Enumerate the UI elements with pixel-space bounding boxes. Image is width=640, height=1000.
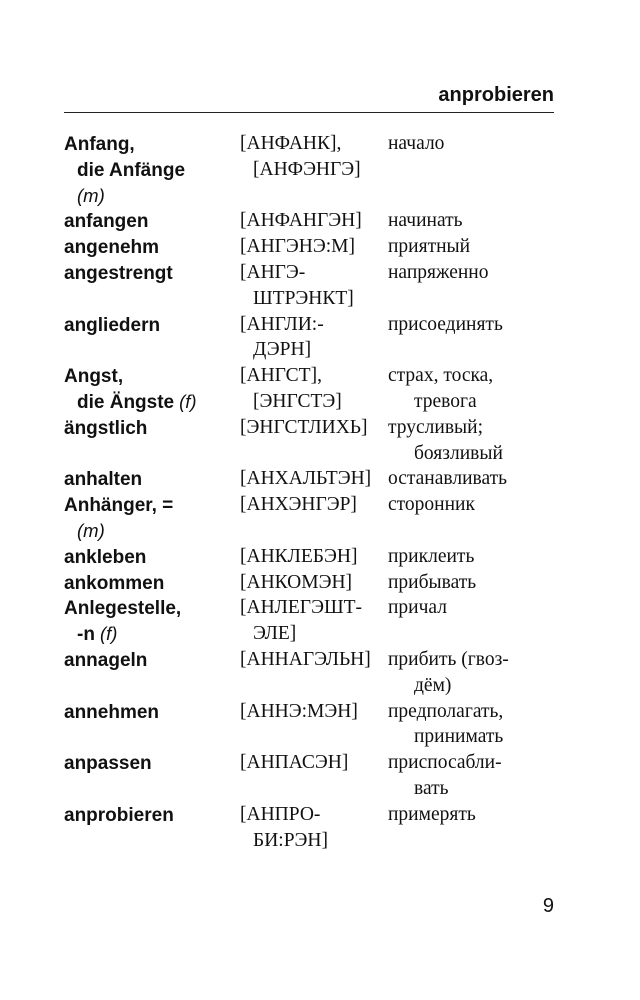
entry-line [64, 415, 564, 441]
transcription: [АНФАНГЭН] [240, 210, 362, 232]
russian-translation [401, 157, 564, 183]
russian-translation: предполагать, [388, 700, 504, 722]
headword-text: Anhänger, = [64, 495, 174, 517]
headword-text: die Anfänge [77, 159, 186, 181]
entry-line [64, 260, 564, 286]
russian-translation: вать [414, 777, 449, 799]
headword-text: annageln [64, 649, 148, 671]
transcription [253, 776, 401, 802]
transcription: [АНПРО- [240, 803, 321, 825]
dictionary-entry [64, 595, 564, 647]
german-headword [64, 337, 253, 363]
transcription: [АННЭ:МЭН] [240, 700, 358, 722]
german-headword [64, 415, 240, 441]
headword-text: annehmen [64, 701, 160, 723]
transcription [253, 183, 401, 209]
headword-text: ängstlich [64, 417, 148, 439]
transcription: [АНГЛИ:- [240, 313, 324, 335]
dictionary-entry [64, 492, 564, 544]
entry-line [64, 492, 564, 518]
entry-line [64, 828, 564, 854]
german-headword [64, 699, 240, 725]
russian-translation: тревога [414, 390, 477, 412]
german-headword [64, 183, 253, 209]
entry-line [64, 337, 564, 363]
headword-text: anpassen [64, 753, 152, 775]
entry-line [64, 234, 564, 260]
entry-line [64, 286, 564, 312]
entry-line [64, 802, 564, 828]
headword-text: die Ängste [77, 391, 175, 413]
entry-line [64, 673, 564, 699]
transcription: ДЭРН] [253, 339, 312, 361]
transcription: [АНХАЛЬТЭН] [240, 468, 372, 490]
russian-translation: причал [388, 597, 447, 619]
entry-line [64, 131, 564, 157]
russian-translation: сторонник [388, 494, 475, 516]
dictionary-entries [64, 131, 564, 853]
german-headword [64, 518, 253, 544]
german-headword [64, 441, 253, 467]
german-headword [64, 492, 240, 518]
transcription [253, 441, 401, 467]
page-number: 9 [542, 895, 554, 917]
russian-translation [401, 621, 564, 647]
transcription: [АНХЭНГЭР] [240, 494, 357, 516]
russian-translation [401, 337, 564, 363]
dictionary-entry [64, 208, 564, 234]
german-headword [64, 466, 240, 492]
transcription: БИ:РЭН] [253, 829, 328, 851]
german-headword [64, 312, 240, 338]
grammar-label: (f) [179, 390, 197, 412]
russian-translation: принимать [414, 726, 504, 748]
dictionary-entry [64, 363, 564, 415]
entry-line [64, 157, 564, 183]
dictionary-entry [64, 544, 564, 570]
russian-translation: начало [388, 133, 445, 154]
russian-translation [401, 828, 564, 854]
entry-line [64, 518, 564, 544]
german-headword [64, 776, 253, 802]
dictionary-entry [64, 647, 564, 699]
german-headword [64, 234, 240, 260]
transcription: [АНКЛЕБЭН] [240, 545, 358, 567]
german-headword [64, 673, 253, 699]
german-headword [64, 595, 240, 621]
transcription [253, 673, 401, 699]
dictionary-entry [64, 415, 564, 467]
headword-text: Angst, [64, 366, 124, 388]
german-headword [64, 621, 253, 647]
german-headword [64, 389, 253, 415]
dictionary-entry [64, 570, 564, 596]
entry-line [64, 699, 564, 725]
german-headword [64, 544, 240, 570]
dictionary-entry [64, 260, 564, 312]
russian-translation: останавливать [388, 468, 508, 490]
german-headword [64, 286, 253, 312]
running-head: anprobieren [438, 84, 554, 106]
german-headword [64, 828, 253, 854]
german-headword [64, 260, 240, 286]
dictionary-entry [64, 699, 564, 751]
transcription: [АНГЭ- [240, 261, 306, 283]
headword-text: anprobieren [64, 804, 174, 826]
entry-line [64, 595, 564, 621]
entry-line [64, 441, 564, 467]
russian-translation: дём) [414, 674, 452, 696]
headword-text: angenehm [64, 237, 160, 259]
russian-translation [401, 518, 564, 544]
entry-line [64, 183, 564, 209]
dictionary-entry [64, 750, 564, 802]
entry-line [64, 466, 564, 492]
entry-line [64, 544, 564, 570]
dictionary-entry [64, 802, 564, 854]
transcription: [ЭНГСТЛИХЬ] [240, 416, 368, 438]
entry-line [64, 621, 564, 647]
dictionary-entry [64, 234, 564, 260]
russian-translation: приклеить [388, 545, 475, 567]
headword-text: angliedern [64, 314, 161, 336]
transcription: [АНФАНК], [240, 133, 342, 154]
russian-translation: напряженно [388, 261, 489, 283]
headword-text: ankommen [64, 572, 165, 594]
german-headword [64, 363, 240, 389]
transcription [253, 724, 401, 750]
headword-text: angestrengt [64, 262, 173, 284]
russian-translation: приспосабли- [388, 752, 502, 774]
entry-line [64, 776, 564, 802]
german-headword [64, 131, 240, 157]
dictionary-entry [64, 131, 564, 208]
russian-translation: прибить (гвоз- [388, 648, 509, 670]
transcription: ШТРЭНКТ] [253, 287, 354, 309]
german-headword [64, 750, 240, 776]
transcription: [АНГСТ], [240, 365, 322, 387]
headword-text: anfangen [64, 211, 149, 233]
russian-translation [401, 286, 564, 312]
transcription: [АНКОМЭН] [240, 571, 353, 593]
transcription [253, 518, 401, 544]
german-headword [64, 570, 240, 596]
header-rule [64, 112, 554, 113]
russian-translation: прибывать [388, 571, 477, 593]
grammar-label: (f) [99, 623, 118, 645]
headword-text: Anfang, [64, 134, 135, 155]
transcription: [АНПАСЭН] [240, 752, 349, 774]
entry-line [64, 363, 564, 389]
russian-translation: трусливый; [388, 416, 483, 438]
german-headword [64, 802, 240, 828]
headword-text: anhalten [64, 469, 143, 491]
transcription: ЭЛЕ] [253, 623, 297, 645]
entry-line [64, 647, 564, 673]
headword-text: ankleben [64, 546, 147, 568]
entry-line [64, 389, 564, 415]
headword-text: Anlegestelle, [64, 598, 182, 620]
german-headword [64, 157, 253, 183]
russian-translation: присоединять [388, 313, 503, 335]
russian-translation: страх, тоска, [388, 365, 494, 387]
transcription: [АНФЭНГЭ] [253, 158, 361, 180]
entry-line [64, 570, 564, 596]
transcription: [ЭНГСТЭ] [253, 390, 342, 412]
grammar-label: (m) [77, 184, 105, 206]
transcription: [АННАГЭЛЬН] [240, 648, 371, 670]
russian-translation: приятный [388, 236, 471, 258]
german-headword [64, 647, 240, 673]
german-headword [64, 724, 253, 750]
russian-translation: начинать [388, 210, 463, 232]
entry-line [64, 724, 564, 750]
russian-translation [401, 183, 564, 209]
grammar-label: (m) [77, 519, 105, 541]
entry-line [64, 750, 564, 776]
entry-line [64, 312, 564, 338]
dictionary-entry [64, 312, 564, 364]
dictionary-entry [64, 466, 564, 492]
russian-translation: боязливый [414, 442, 503, 464]
german-headword [64, 208, 240, 234]
headword-text: -n [77, 624, 95, 646]
russian-translation: примерять [388, 803, 476, 825]
transcription: [АНГЭНЭ:М] [240, 236, 356, 258]
transcription: [АНЛЕГЭШТ- [240, 597, 363, 619]
entry-line [64, 208, 564, 234]
